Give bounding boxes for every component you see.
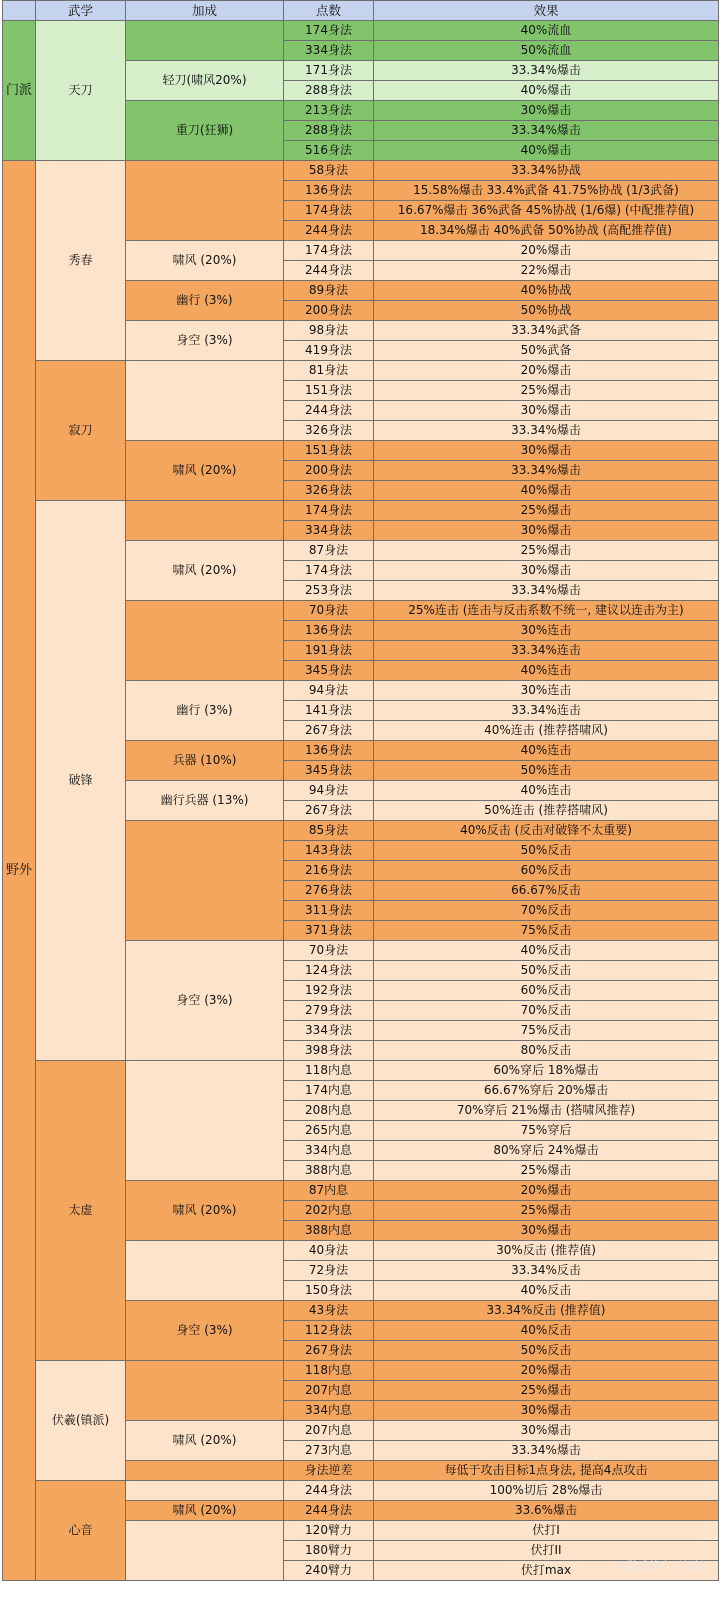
points-cell: 334内息 <box>284 1141 374 1161</box>
bonus-cell: 身空 (3%) <box>126 1301 284 1361</box>
bonus-cell: 幽行兵器 (13%) <box>126 781 284 821</box>
table-row <box>3 1361 719 1381</box>
points-cell: 87身法 <box>284 541 374 561</box>
bonus-cell <box>126 21 284 61</box>
effect-cell: 33.34%爆击 <box>374 1441 719 1461</box>
effect-cell: 60%反击 <box>374 861 719 881</box>
points-cell: 171身法 <box>284 61 374 81</box>
bonus-cell: 幽行 (3%) <box>126 681 284 741</box>
points-cell: 244身法 <box>284 1501 374 1521</box>
effect-cell: 25%爆击 <box>374 1161 719 1181</box>
bonus-cell: 身空 (3%) <box>126 941 284 1061</box>
points-cell: 388内息 <box>284 1161 374 1181</box>
table-row <box>3 21 719 41</box>
effect-cell: 30%连击 <box>374 681 719 701</box>
table-header-row <box>3 1 719 21</box>
effect-cell: 33.34%反击 <box>374 1261 719 1281</box>
points-cell: 345身法 <box>284 661 374 681</box>
effect-cell: 40%连击 <box>374 781 719 801</box>
effect-cell: 25%爆击 <box>374 501 719 521</box>
bonus-cell: 幽行 (3%) <box>126 281 284 321</box>
header-corner <box>3 1 36 21</box>
effect-cell: 25%爆击 <box>374 541 719 561</box>
section-label: 野外 <box>3 161 36 1581</box>
effect-cell: 每低于攻击目标1点身法, 提高4点攻击 <box>374 1461 719 1481</box>
effect-cell: 40%爆击 <box>374 141 719 161</box>
effect-cell: 16.67%爆击 36%武备 45%协战 (1/6爆) (中配推荐值) <box>374 201 719 221</box>
effect-cell: 33.34%爆击 <box>374 461 719 481</box>
points-cell: 288身法 <box>284 81 374 101</box>
points-cell: 180臂力 <box>284 1541 374 1561</box>
skill-table-container <box>2 0 718 1581</box>
effect-cell: 33.34%武备 <box>374 321 719 341</box>
martial-arts-bonus-table <box>2 0 719 1581</box>
points-cell: 112身法 <box>284 1321 374 1341</box>
header-effect: 效果 <box>374 1 719 21</box>
points-cell: 81身法 <box>284 361 374 381</box>
bonus-cell: 啸风 (20%) <box>126 1181 284 1241</box>
points-cell: 200身法 <box>284 301 374 321</box>
effect-cell: 30%连击 <box>374 621 719 641</box>
points-cell: 273内息 <box>284 1441 374 1461</box>
points-cell: 207内息 <box>284 1421 374 1441</box>
bonus-cell <box>126 1241 284 1301</box>
martial-name: 秀春 <box>36 161 126 361</box>
effect-cell: 50%连击 <box>374 761 719 781</box>
points-cell: 267身法 <box>284 721 374 741</box>
effect-cell: 40%连击 (推荐搭啸风) <box>374 721 719 741</box>
effect-cell: 50%反击 <box>374 961 719 981</box>
effect-cell: 30%爆击 <box>374 101 719 121</box>
table-row <box>3 361 719 381</box>
points-cell: 58身法 <box>284 161 374 181</box>
martial-name: 伏羲(镇派) <box>36 1361 126 1481</box>
bonus-cell <box>126 361 284 441</box>
header-martial: 武学 <box>36 1 126 21</box>
martial-name: 心音 <box>36 1481 126 1581</box>
effect-cell: 70%反击 <box>374 1001 719 1021</box>
bonus-cell: 啸风 (20%) <box>126 1421 284 1461</box>
bonus-cell <box>126 1361 284 1421</box>
effect-cell: 33.34%爆击 <box>374 421 719 441</box>
points-cell: 334内息 <box>284 1401 374 1421</box>
effect-cell: 66.67%反击 <box>374 881 719 901</box>
effect-cell: 40%反击 <box>374 1281 719 1301</box>
section-label: 门派 <box>3 21 36 161</box>
effect-cell: 50%反击 <box>374 1341 719 1361</box>
effect-cell: 40%连击 <box>374 661 719 681</box>
points-cell: 202内息 <box>284 1201 374 1221</box>
points-cell: 174身法 <box>284 501 374 521</box>
bonus-cell <box>126 1461 284 1481</box>
effect-cell: 33.34%连击 <box>374 641 719 661</box>
points-cell: 267身法 <box>284 1341 374 1361</box>
points-cell: 70身法 <box>284 941 374 961</box>
points-cell: 136身法 <box>284 621 374 641</box>
points-cell: 70身法 <box>284 601 374 621</box>
points-cell: 40身法 <box>284 1241 374 1261</box>
bonus-cell: 啸风 (20%) <box>126 1501 284 1521</box>
effect-cell: 20%爆击 <box>374 1361 719 1381</box>
effect-cell: 30%爆击 <box>374 1221 719 1241</box>
points-cell: 516身法 <box>284 141 374 161</box>
effect-cell: 30%爆击 <box>374 561 719 581</box>
header-bonus: 加成 <box>126 1 284 21</box>
points-cell: 72身法 <box>284 1261 374 1281</box>
points-cell: 43身法 <box>284 1301 374 1321</box>
effect-cell: 30%爆击 <box>374 521 719 541</box>
effect-cell: 40%反击 <box>374 941 719 961</box>
points-cell: 85身法 <box>284 821 374 841</box>
effect-cell: 18.34%爆击 40%武备 50%协战 (高配推荐值) <box>374 221 719 241</box>
effect-cell: 33.34%连击 <box>374 701 719 721</box>
bonus-cell: 轻刀(啸风20%) <box>126 61 284 101</box>
points-cell: 174身法 <box>284 241 374 261</box>
points-cell: 143身法 <box>284 841 374 861</box>
points-cell: 311身法 <box>284 901 374 921</box>
effect-cell: 75%反击 <box>374 1021 719 1041</box>
effect-cell: 33.34%反击 (推荐值) <box>374 1301 719 1321</box>
effect-cell: 50%武备 <box>374 341 719 361</box>
bonus-cell <box>126 161 284 241</box>
points-cell: 244身法 <box>284 261 374 281</box>
martial-name: 寂刀 <box>36 361 126 501</box>
points-cell: 244身法 <box>284 221 374 241</box>
points-cell: 216身法 <box>284 861 374 881</box>
effect-cell: 40%协战 <box>374 281 719 301</box>
points-cell: 118内息 <box>284 1361 374 1381</box>
effect-cell: 70%反击 <box>374 901 719 921</box>
bonus-cell: 啸风 (20%) <box>126 441 284 501</box>
effect-cell: 80%穿后 24%爆击 <box>374 1141 719 1161</box>
bonus-cell <box>126 601 284 681</box>
effect-cell: 伏打II <box>374 1541 719 1561</box>
bonus-cell <box>126 1521 284 1581</box>
points-cell: 151身法 <box>284 441 374 461</box>
points-cell: 388内息 <box>284 1221 374 1241</box>
effect-cell: 33.34%协战 <box>374 161 719 181</box>
bonus-cell: 啸风 (20%) <box>126 541 284 601</box>
table-row <box>3 161 719 181</box>
points-cell: 334身法 <box>284 1021 374 1041</box>
points-cell: 124身法 <box>284 961 374 981</box>
effect-cell: 40%爆击 <box>374 81 719 101</box>
effect-cell: 50%连击 (推荐搭啸风) <box>374 801 719 821</box>
martial-name: 天刀 <box>36 21 126 161</box>
effect-cell: 33.6%爆击 <box>374 1501 719 1521</box>
points-cell: 192身法 <box>284 981 374 1001</box>
points-cell: 94身法 <box>284 681 374 701</box>
points-cell: 136身法 <box>284 181 374 201</box>
effect-cell: 22%爆击 <box>374 261 719 281</box>
effect-cell: 33.34%爆击 <box>374 581 719 601</box>
effect-cell: 15.58%爆击 33.4%武备 41.75%协战 (1/3武备) <box>374 181 719 201</box>
points-cell: 89身法 <box>284 281 374 301</box>
points-cell: 87内息 <box>284 1181 374 1201</box>
effect-cell: 25%爆击 <box>374 381 719 401</box>
points-cell: 191身法 <box>284 641 374 661</box>
martial-name: 太虚 <box>36 1061 126 1361</box>
table-row <box>3 1061 719 1081</box>
points-cell: 334身法 <box>284 41 374 61</box>
points-cell: 345身法 <box>284 761 374 781</box>
points-cell: 253身法 <box>284 581 374 601</box>
points-cell: 265内息 <box>284 1121 374 1141</box>
martial-name: 破锋 <box>36 501 126 1061</box>
points-cell: 288身法 <box>284 121 374 141</box>
points-cell: 207内息 <box>284 1381 374 1401</box>
effect-cell: 30%爆击 <box>374 441 719 461</box>
bonus-cell: 兵器 (10%) <box>126 741 284 781</box>
points-cell: 244身法 <box>284 401 374 421</box>
effect-cell: 伏打I <box>374 1521 719 1541</box>
effect-cell: 30%反击 (推荐值) <box>374 1241 719 1261</box>
points-cell: 240臂力 <box>284 1561 374 1581</box>
effect-cell: 60%反击 <box>374 981 719 1001</box>
effect-cell: 50%流血 <box>374 41 719 61</box>
points-cell: 94身法 <box>284 781 374 801</box>
effect-cell: 20%爆击 <box>374 1181 719 1201</box>
points-cell: 276身法 <box>284 881 374 901</box>
effect-cell: 80%反击 <box>374 1041 719 1061</box>
effect-cell: 伏打max <box>374 1561 719 1581</box>
points-cell: 151身法 <box>284 381 374 401</box>
effect-cell: 50%协战 <box>374 301 719 321</box>
points-cell: 174身法 <box>284 21 374 41</box>
effect-cell: 25%连击 (连击与反击系数不统一, 建议以连击为主) <box>374 601 719 621</box>
effect-cell: 30%爆击 <box>374 1421 719 1441</box>
table-row <box>3 501 719 521</box>
points-cell: 174身法 <box>284 201 374 221</box>
points-cell: 371身法 <box>284 921 374 941</box>
effect-cell: 40%爆击 <box>374 481 719 501</box>
effect-cell: 25%爆击 <box>374 1381 719 1401</box>
effect-cell: 70%穿后 21%爆击 (搭啸风推荐) <box>374 1101 719 1121</box>
points-cell: 267身法 <box>284 801 374 821</box>
points-cell: 208内息 <box>284 1101 374 1121</box>
effect-cell: 33.34%爆击 <box>374 121 719 141</box>
effect-cell: 20%爆击 <box>374 241 719 261</box>
effect-cell: 25%爆击 <box>374 1201 719 1221</box>
points-cell: 213身法 <box>284 101 374 121</box>
points-cell: 398身法 <box>284 1041 374 1061</box>
points-cell: 120臂力 <box>284 1521 374 1541</box>
effect-cell: 66.67%穿后 20%爆击 <box>374 1081 719 1101</box>
points-cell: 141身法 <box>284 701 374 721</box>
effect-cell: 33.34%爆击 <box>374 61 719 81</box>
effect-cell: 100%切后 28%爆击 <box>374 1481 719 1501</box>
bonus-cell <box>126 501 284 541</box>
bonus-cell <box>126 821 284 941</box>
points-cell: 150身法 <box>284 1281 374 1301</box>
points-cell: 136身法 <box>284 741 374 761</box>
table-row <box>3 1481 719 1501</box>
points-cell: 174内息 <box>284 1081 374 1101</box>
points-cell: 身法逆差 <box>284 1461 374 1481</box>
effect-cell: 30%爆击 <box>374 1401 719 1421</box>
points-cell: 98身法 <box>284 321 374 341</box>
effect-cell: 20%爆击 <box>374 361 719 381</box>
effect-cell: 40%反击 (反击对破锋不太重要) <box>374 821 719 841</box>
bonus-cell <box>126 1481 284 1501</box>
bonus-cell: 重刀(狂狮) <box>126 101 284 161</box>
effect-cell: 40%流血 <box>374 21 719 41</box>
points-cell: 326身法 <box>284 421 374 441</box>
points-cell: 279身法 <box>284 1001 374 1021</box>
effect-cell: 40%连击 <box>374 741 719 761</box>
points-cell: 118内息 <box>284 1061 374 1081</box>
points-cell: 244身法 <box>284 1481 374 1501</box>
points-cell: 174身法 <box>284 561 374 581</box>
effect-cell: 50%反击 <box>374 841 719 861</box>
points-cell: 200身法 <box>284 461 374 481</box>
effect-cell: 40%反击 <box>374 1321 719 1341</box>
header-points: 点数 <box>284 1 374 21</box>
bonus-cell: 身空 (3%) <box>126 321 284 361</box>
effect-cell: 30%爆击 <box>374 401 719 421</box>
watermark: @游戏的十三叔叔 <box>616 1559 704 1572</box>
effect-cell: 75%反击 <box>374 921 719 941</box>
effect-cell: 60%穿后 18%爆击 <box>374 1061 719 1081</box>
points-cell: 419身法 <box>284 341 374 361</box>
bonus-cell: 啸风 (20%) <box>126 241 284 281</box>
points-cell: 334身法 <box>284 521 374 541</box>
points-cell: 326身法 <box>284 481 374 501</box>
bonus-cell <box>126 1061 284 1181</box>
effect-cell: 75%穿后 <box>374 1121 719 1141</box>
